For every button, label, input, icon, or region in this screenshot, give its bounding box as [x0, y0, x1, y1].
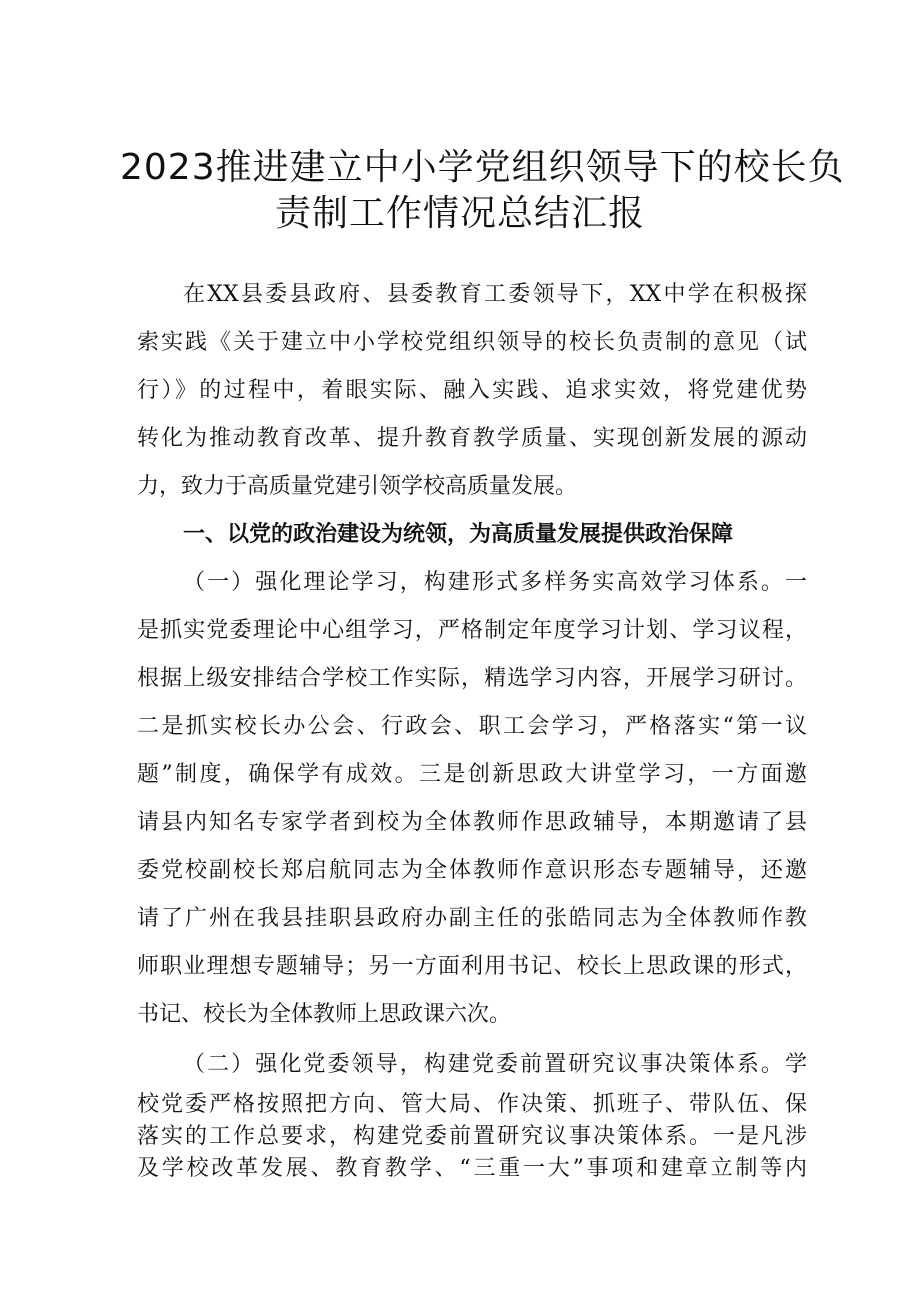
sub1-line-5: 题”制度，确保学有成效。三是创新思政大讲堂学习，一方面邀 — [137, 762, 807, 787]
sub2-line-2: 校党委严格按照把方向、管大局、作决策、抓班子、带队伍、保 — [137, 1092, 807, 1117]
section-1-heading: 一、以党的政治建设为统领，为高质量发展提供政治保障 — [183, 522, 734, 547]
intro-line-1: 在XX县委县政府、县委教育工委领导下，XX中学在积极探 — [183, 282, 807, 307]
sub2-line-3: 落实的工作总要求，构建党委前置研究议事决策体系。一是凡涉 — [137, 1124, 807, 1149]
sub1-line-6: 请县内知名专家学者到校为全体教师作思政辅导，本期邀请了县 — [137, 810, 807, 835]
sub2-line-4: 及学校改革发展、教育教学、“三重一大”事项和建章立制等内 — [137, 1156, 807, 1181]
sub1-line-7: 委党校副校长郑启航同志为全体教师作意识形态专题辅导，还邀 — [137, 858, 807, 883]
intro-line-4: 转化为推动教育改革、提升教育教学质量、实现创新发展的源动 — [137, 426, 807, 451]
intro-line-2: 索实践《关于建立中小学校党组织领导的校长负责制的意见（试 — [137, 330, 807, 355]
sub1-line-1: （一）强化理论学习，构建形式多样务实高效学习体系。一 — [183, 570, 807, 595]
sub1-line-3: 根据上级安排结合学校工作实际，精选学习内容，开展学习研讨。 — [137, 666, 807, 691]
sub1-line-10: 书记、校长为全体教师上思政课六次。 — [137, 1002, 512, 1027]
intro-line-5: 力，致力于高质量党建引领学校高质量发展。 — [137, 474, 578, 499]
sub1-line-2: 是抓实党委理论中心组学习，严格制定年度学习计划、学习议程， — [137, 618, 807, 643]
sub2-line-1: （二）强化党委领导，构建党委前置研究议事决策体系。学 — [183, 1052, 807, 1077]
document-title-line-2: 责制工作情况总结汇报 — [274, 193, 645, 234]
sub1-line-4: 二是抓实校长办公会、行政会、职工会学习，严格落实“第一议 — [137, 714, 807, 739]
sub1-line-9: 师职业理想专题辅导；另一方面利用书记、校长上思政课的形式， — [137, 954, 807, 979]
sub1-line-8: 请了广州在我县挂职县政府办副主任的张皓同志为全体教师作教 — [137, 906, 807, 931]
intro-line-3: 行）》的过程中，着眼实际、融入实践、追求实效，将党建优势 — [137, 378, 807, 403]
document-title-line-1: 2023推进建立中小学党组织领导下的校长负 — [120, 147, 845, 188]
